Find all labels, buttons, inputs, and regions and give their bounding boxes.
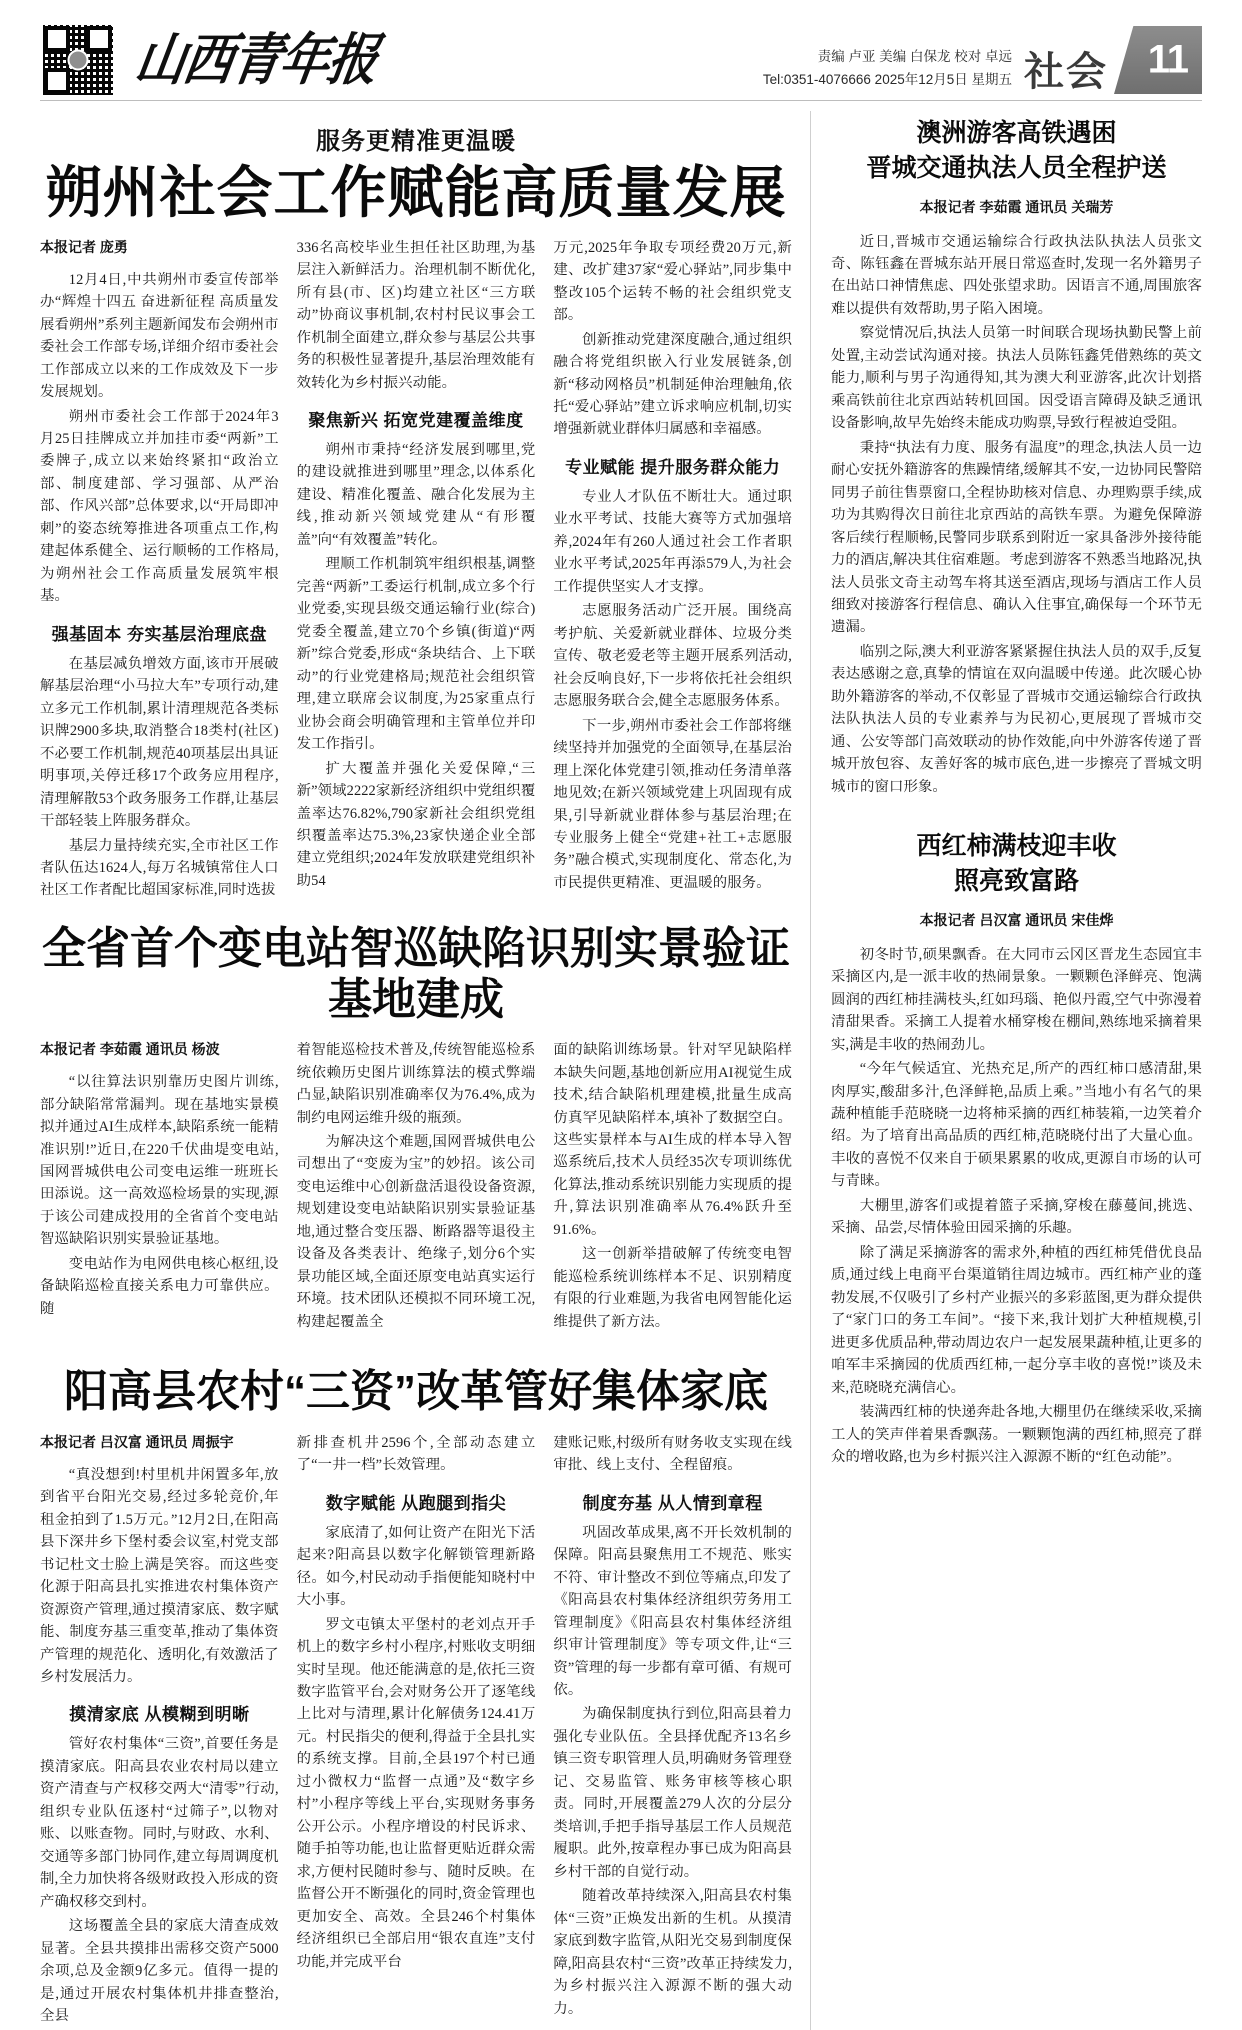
article2-col2	[297, 1039, 536, 1335]
paragraph: 万元,2025年争取专项经费20万元,新建、改扩建37家“爱心驿站”,同步集中整改105个运转不畅的社会组织党支部。	[553, 239, 793, 324]
spacer	[831, 800, 1202, 826]
paragraph: “真没想到!村里机井闲置多年,放到省平台阳光交易,经过多轮竞价,年租金拍到了1.5万元。”12月2日,在阳高县下深井乡下堡村委会议室,村党支部书记杜文士脸上满是笑容。而这些变化源于阳高县扎实推进农村集体资产资源资产管理,通过摸清家底、数字赋能、制度夯基三重变革,推动了集体资产管理的规范化、透明化,有效激活了乡村发展活力。	[40, 1466, 279, 1685]
sidebar1-headline-line1: 澳洲游客高铁遇困	[916, 119, 1117, 147]
article3-subhead-3: 制度夯基 从人情到章程	[582, 1493, 763, 1513]
qr-center-logo-icon	[68, 50, 89, 71]
right-zone	[811, 105, 1202, 2030]
article3-subhead-2: 数字赋能 从跑腿到指尖	[325, 1493, 507, 1513]
paper-nameplate: 山西青年报	[131, 28, 381, 92]
contact-date-line: Tel:0351-4076666 2025年12月5日 星期五	[762, 72, 1012, 88]
article3-col3	[553, 1432, 792, 2030]
masthead-left	[40, 0, 381, 98]
article-australian-tourist-escort	[831, 119, 1202, 798]
paragraph: 建账记账,村级所有财务收支实现在线审批、线上支付、全程留痕。	[553, 1434, 793, 1474]
paragraph: 扩大覆盖并强化关爱保障,“三新”领域2222家新经济组织中党组织覆盖率达76.82%,790家新社会组织党组织覆盖率达75.3%,23家快递企业全部建立党组织;2024年发放联建党组织补助54	[296, 760, 536, 889]
spacer	[40, 1335, 792, 1361]
article3-col1	[40, 1432, 279, 2030]
article1-kicker: 服务更精准更温暖	[316, 129, 516, 155]
section-title: 社会	[1024, 49, 1108, 94]
masthead	[40, 0, 1202, 98]
paragraph: 装满西红柿的快递奔赴各地,大棚里仍在继续采收,采摘工人的笑声伴着果香飘荡。一颗颗饱满的西红柿,照亮了群众的增收路,也为乡村振兴注入源源不断的“红色动能”。	[831, 1404, 1202, 1466]
paragraph: 这场覆盖全县的家底大清查成效显著。全县共摸排出需移交资产5000余项,总及金额9亿多元。值得一提的是,通过开展农村集体机井排查整治,全县	[40, 1918, 279, 2025]
paragraph: 着智能巡检技术普及,传统智能巡检系统依赖历史图片训练算法的模式弊端凸显,缺陷识别准确率仅为76.4%,成为制约电网运维升级的瓶颈。	[296, 1042, 536, 1126]
editor-line: 责编 卢亚 美编 白保龙 校对 卓远	[817, 48, 1012, 64]
article2-col1	[40, 1039, 279, 1335]
paragraph: 秉持“执法有力度、服务有温度”的理念,执法人员一边耐心安抚外籍游客的焦躁情绪,缓解其不安,一边协同民警陪同男子前往售票窗口,全程协助核对信息、办理购票手续,成功为其购得次日前往北京西站的高铁车票。为避免保障游客后续行程顺畅,民警同步联系到附近一家具备涉外接待能力的酒店,解决其住宿难题。考虑到游客不熟悉当地路况,执法人员张文奇主动驾车将其送至酒店,现场与酒店工作人员细致对接游客行程信息、确认入住事宜,确保每一个环节无遗漏。	[831, 439, 1202, 636]
article3-byline: 本报记者 吕汉富 通讯员 周振宇	[40, 1433, 234, 1450]
paragraph: “今年气候适宜、光热充足,所产的西红柿口感清甜,果肉厚实,酸甜多汁,色泽鲜艳,品质上乘。”当地小有名气的果蔬种植能手范晓晓一边将柿采摘的西红柿装箱,一边笑着介绍。为了培育出高品质的西红柿,范晓晓付出了大量心血。丰收的喜悦不仅来自于硕果累累的收成,更源自市场的认可与青睐。	[831, 1061, 1202, 1190]
paragraph: 随着改革持续深入,阳高县农村集体“三资”正焕发出新的生机。从摸清家底到数字监管,从阳光交易到制度保障,阳高县农村“三资”改革正持续发力,为乡村振兴注入源源不断的强大动力。	[553, 1888, 793, 2017]
masthead-credits	[763, 45, 1024, 94]
sidebar2-byline: 本报记者 吕汉富 通讯员 宋佳烨	[919, 911, 1114, 928]
paragraph: 在基层减负增效方面,该市开展破解基层治理“小马拉大车”专项行动,建立多元工作机制,累计清理规范各类标识牌2900多块,取消整合18类村(社区)不必要工作机制,规范40项基层出具证明事项,关停迁移17个政务应用程序,清理解散53个政务服务工作群,让基层干部轻装上阵服务群众。	[40, 655, 279, 830]
left-zone	[40, 105, 810, 2030]
article2-byline: 本报记者 李茹霞 通讯员 杨波	[40, 1041, 220, 1058]
paragraph: 这一创新举措破解了传统变电智能巡检系统训练样本不足、识别精度有限的行业难题,为我省电网智能化运维提供了新方法。	[553, 1246, 793, 1330]
masthead-rule	[40, 100, 1202, 101]
article3-subhead-1: 摸清家底 从模糊到明晰	[69, 1705, 250, 1725]
qr-corner-icon	[86, 26, 112, 52]
article3-columns	[40, 1432, 792, 2030]
paragraph: 基层力量持续充实,全市社区工作者队伍达1624人,每万名城镇常住人口社区工作者配比超国家标准,同时选拔	[40, 837, 279, 899]
paragraph: 家底清了,如何让资产在阳光下活起来?阳高县以数字化解锁管理新路径。如今,村民动动手指便能知晓村中大小事。	[296, 1524, 536, 1609]
page-number-badge	[1114, 26, 1202, 94]
paragraph: 为解决这个难题,国网晋城供电公司想出了“变废为宝”的妙招。该公司变电运维中心创新盘活退役设备资源,规划建设变电站缺陷识别实景验证基地,通过整合变压器、断路器等退役主设备及各类表计、绝缘子,划分6个实景功能区域,全面还原变电站真实运行环境。技术团队还模拟不同环境工况,构建起覆盖全	[296, 1133, 536, 1330]
paragraph: 创新推动党建深度融合,通过组织融合将党组织嵌入行业发展链条,创新“移动网格员”机制延伸治理触角,依托“爱心驿站”建立诉求响应机制,切实增强新就业群体归属感和幸福感。	[553, 331, 793, 438]
article2-col3	[553, 1039, 792, 1335]
article1-col1	[40, 237, 279, 904]
sidebar1-byline: 本报记者 李茹霞 通讯员 关瑞芳	[919, 198, 1114, 215]
article2-columns	[40, 1039, 792, 1335]
article1-subhead-3: 专业赋能 提升服务群众能力	[565, 457, 781, 477]
paragraph: 变电站作为电网供电核心枢纽,设备缺陷巡检直接关系电力可靠供应。随	[40, 1255, 279, 1317]
paragraph: 大棚里,游客们或提着篮子采摘,穿梭在藤蔓间,挑选、采摘、品尝,尽情体验田园采摘的乐趣。	[831, 1197, 1202, 1237]
article1-headline: 朔州社会工作赋能高质量发展	[45, 161, 787, 224]
paragraph: 志愿服务活动广泛开展。围绕高考护航、关爱新就业群体、垃圾分类宣传、敬老爱老等主题开展系列活动,社会反响良好,下一步将依托社会组织志愿服务联合会,健全志愿服务体系。	[553, 603, 793, 710]
masthead-right	[763, 0, 1202, 94]
paragraph: 面的缺陷训练场景。针对罕见缺陷样本缺失问题,基地创新应用AI视觉生成技术,结合缺陷机理建模,批量生成高仿真罕见缺陷样本,填补了数据空白。这些实景样本与AI生成的样本导入智巡系统后,技术人员经35次专项训练优化算法,推动系统识别能力实现质的提升,算法识别准确率从76.4%跃升至91.6%。	[553, 1042, 793, 1238]
article1-col3	[553, 237, 792, 904]
article-substation-ai-base	[40, 924, 792, 1335]
sidebar2-headline-line1: 西红柿满枝迎丰收	[916, 832, 1117, 861]
page-body	[40, 105, 1202, 2030]
paragraph: 336名高校毕业生担任社区助理,为基层注入新鲜活力。治理机制不断优化,所有县(市、区)均建立社区“三方联动”协商议事机制,农村村民议事会工作机制全面建立,群众参与基层公共事务的积极性显著提升,基层治理效能有效转化为乡村振兴动能。	[296, 239, 536, 391]
paragraph: 下一步,朔州市委社会工作部将继续坚持并加强党的全面领导,在基层治理上深化体党建引领,推动任务清单落地见效;在新兴领域党建上巩固现有成果,引导新就业群体参与基层治理;在专业服务上健全“党建+社工+志愿服务”融合模式,实现制度化、常态化,为市民提供更精准、更温暖的服务。	[553, 717, 793, 891]
paragraph: 12月4日,中共朔州市委宣传部举办“辉煌十四五 奋进新征程 高质量发展看朔州”系列主题新闻发布会朔州市委社会工作部专场,详细介绍市委社会工作部成立以来的工作成效及下一步发展规划。	[40, 271, 279, 401]
paragraph: 专业人才队伍不断壮大。通过职业水平考试、技能大赛等方式加强培养,2024年有260人通过社会工作者职业水平考试,2025年再添579人,为社会工作提供坚实人才支撑。	[553, 488, 793, 595]
paragraph: 朔州市委社会工作部于2024年3月25日挂牌成立并加挂市委“两新”工委牌子,成立以来始终紧扣“政治立部、制度建部、学习强部、从严治部、作风兴部”总体要求,以“开局即冲刺”的姿态统筹推进各项重点工作,构建起体系健全、运行顺畅的工作格局,为朔州社会工作高质量发展筑牢根基。	[40, 408, 279, 605]
sidebar1-headline-line2: 晋城交通执法人员全程护送	[866, 153, 1167, 182]
paragraph: 为确保制度执行到位,阳高县着力强化专业队伍。全县择优配齐13名乡镇三资专职管理人员,明确财务管理登记、交易监管、账务审核等核心职责。同时,开展覆盖279人次的分层分类培训,手把手指导基层工作人员规范履职。此外,按章程办事已成为阳高县乡村干部的自觉行动。	[553, 1706, 793, 1880]
paragraph: 初冬时节,硕果飘香。在大同市云冈区晋龙生态园宜丰采摘区内,是一派丰收的热闹景象。一颗颗色泽鲜亮、饱满圆润的西红柿挂满枝头,红如玛瑙、艳似丹霞,空气中弥漫着清甜果香。采摘工人提着水桶穿梭在棚间,熟练地采摘着果实,满是丰收的热闹劲儿。	[831, 946, 1202, 1053]
paragraph: 察觉情况后,执法人员第一时间联合现场执勤民警上前处置,主动尝试沟通对接。执法人员陈钰鑫凭借熟练的英文能力,顺利与男子沟通得知,其为澳大利亚游客,此次计划搭乘高铁前往北京西站转机回国。因受语言障碍及缺乏通讯设备影响,故早先始终未能成功购票,导致行程被迫受阻。	[831, 325, 1202, 432]
article1-byline: 本报记者 庞勇	[40, 238, 128, 255]
qr-code-icon[interactable]	[40, 22, 116, 98]
spacer	[40, 904, 792, 918]
article1-col2	[297, 237, 536, 904]
article1-columns	[40, 237, 792, 904]
paragraph: 临别之际,澳大利亚游客紧紧握住执法人员的双手,反复表达感谢之意,真挚的情谊在双向温暖中传递。此次暖心协助外籍游客的举动,不仅彰显了晋城市交通运输综合行政执法队执法人员的专业素养与为民初心,更展现了晋城市交通、公安等部门高效联动的协作效能,向中外游客传递了晋城开放包容、友善好客的城市底色,进一步擦亮了晋城文明城市的窗口形象。	[831, 643, 1202, 795]
article-yanggao-three-assets	[40, 1367, 792, 2029]
paragraph: “以往算法识别靠历史图片训练,部分缺陷常常漏判。现在基地实景模拟并通过AI生成样本,缺陷系统一能精准识别!”近日,在220千伏曲堤变电站,国网晋城供电公司变电运维一班班长田添说。这一高效巡检场景的实现,源于该公司建成投用的全省首个变电站智巡缺陷识别实景验证基地。	[40, 1074, 279, 1248]
paragraph: 理顺工作机制筑牢组织根基,调整完善“两新”工委运行机制,成立多个行业党委,实现县级交通运输行业(综合)党委全覆盖,建立70个乡镇(街道)“两新”综合党委,形成“条块结合、上下联动”的行业党建格局;规范社会组织管理,建立联席会议制度,为25家重点行业协会商会明确管理和主管单位并印发工作指引。	[296, 556, 536, 753]
article-tomato-harvest	[831, 832, 1202, 1468]
article2-headline: 全省首个变电站智巡缺陷识别实景验证基地建成	[42, 923, 790, 1024]
paragraph: 新排查机井2596个,全部动态建立了“一井一档”长效管理。	[296, 1434, 536, 1474]
paragraph: 管好农村集体“三资”,首要任务是摸清家底。阳高县农业农村局以建立资产清查与产权移交两大“清零”行动,组织专业队伍逐村“过筛子”,以物对账、以账查物。同时,与财政、水利、交通等多部门协同作,建立每周调度机制,全力加快将各级财政投入形成的资产确权移交到村。	[40, 1736, 279, 1910]
sidebar2-headline-line2: 照亮致富路	[953, 866, 1079, 895]
page-number-value: 11	[1147, 37, 1188, 82]
paragraph: 除了满足采摘游客的需求外,种植的西红柿凭借优良品质,通过线上电商平台渠道销往周边城市。西红柿产业的蓬勃发展,不仅吸引了乡村产业振兴的多彩蓝图,更为群众提供了“家门口的务工车间”。“接下来,我计划扩大种植规模,引进更多优质品种,带动周边农户一起发展果蔬种植,让更多的咱军丰采摘园的优质西红柿,一起分享丰收的喜悦!”谈及未来,范晓晓充满信心。	[831, 1244, 1202, 1396]
paragraph: 罗文屯镇太平堡村的老刘点开手机上的数字乡村小程序,村账收支明细实时呈现。他还能满意的是,依托三资数字监管平台,会对财务公开了逐笔线上比对与清理,累计化解债务124.41万元。村民指尖的便利,得益于全县扎实的系统支撑。目前,全县197个村已通过小微权力“监督一点通”及“数字乡村”小程序等线上平台,实现财务事务公开公示。小程序增设的村民诉求、随手拍等功能,也让监督更贴近群众需求,方便村民随时参与、随时反映。在监督公开不断强化的同时,资金管理也更加安全、高效。全县246个村集体经济组织已全部启用“银农直连”支付功能,并完成平台	[296, 1616, 536, 1970]
article3-headline: 阳高县农村“三资”改革管好集体家底	[64, 1367, 768, 1417]
paragraph: 巩固改革成果,离不开长效机制的保障。阳高县聚焦用工不规范、账实不符、审计整改不到位等痛点,印发了《阳高县农村集体经济组织劳务用工管理制度》《阳高县农村集体经济组织审计管理制度》等专项文件,让“三资”管理的每一步都有章可循、有规可依。	[553, 1524, 793, 1698]
article-shuozhou-social-work	[40, 121, 792, 904]
paragraph: 近日,晋城市交通运输综合行政执法队执法人员张文奇、陈钰鑫在晋城东站开展日常巡查时,发现一名外籍男子在出站口神情焦虑、四处张望求助。因语言不通,周围旅客难以提供有效帮助,男子陷入困境。	[831, 233, 1202, 317]
paragraph: 朔州市秉持“经济发展到哪里,党的建设就推进到哪里”理念,以体系化建设、精准化覆盖、融合化发展为主线,推动新兴领域党建从“有形覆盖”向“有效覆盖”转化。	[296, 442, 536, 548]
article3-col2	[297, 1432, 536, 2030]
article1-subhead-1: 强基固本 夯实基层治理底盘	[51, 624, 267, 644]
article1-subhead-2: 聚焦新兴 拓宽党建覆盖维度	[308, 411, 524, 430]
